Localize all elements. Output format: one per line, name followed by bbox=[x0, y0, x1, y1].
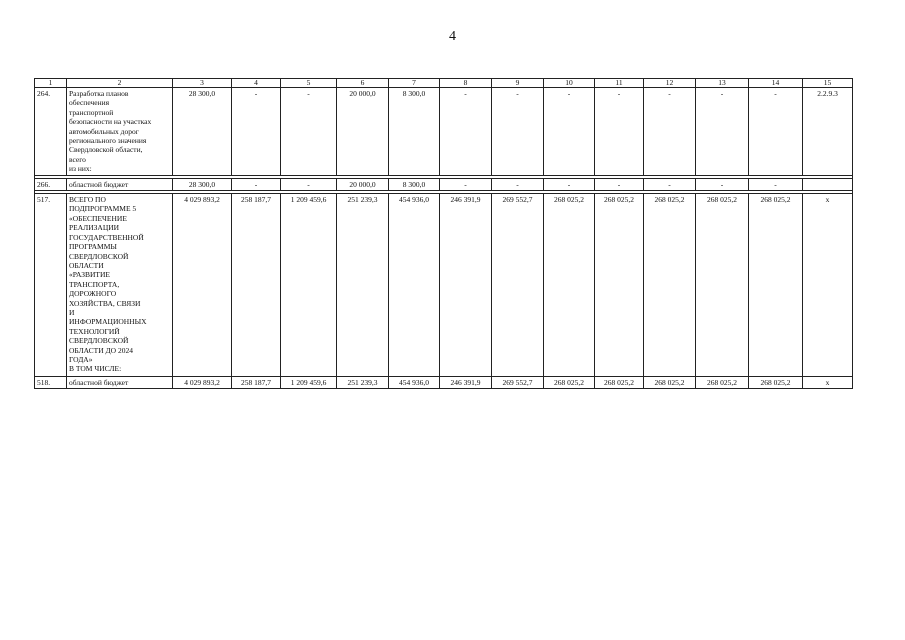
value-cell: - bbox=[696, 178, 749, 190]
reference-cell: х bbox=[803, 377, 853, 389]
value-cell: 251 239,3 bbox=[337, 194, 389, 377]
value-cell: 1 209 459,6 bbox=[281, 194, 337, 377]
row-name: областной бюджет bbox=[67, 178, 173, 190]
reference-cell bbox=[803, 178, 853, 190]
page-number: 4 bbox=[449, 29, 456, 44]
value-cell: - bbox=[696, 88, 749, 176]
value-cell: - bbox=[749, 178, 803, 190]
budget-table bbox=[34, 78, 853, 389]
value-cell: 268 025,2 bbox=[644, 194, 696, 377]
value-cell: - bbox=[281, 178, 337, 190]
value-cell: - bbox=[281, 88, 337, 176]
value-cell: - bbox=[440, 178, 492, 190]
row-name bbox=[67, 194, 173, 377]
value-cell: 20 000,0 bbox=[337, 88, 389, 176]
column-header: 3 bbox=[173, 79, 232, 88]
column-header: 5 bbox=[281, 79, 337, 88]
value-cell: - bbox=[492, 88, 544, 176]
row-number: 518. bbox=[35, 377, 67, 389]
value-cell: 258 187,7 bbox=[232, 194, 281, 377]
value-cell: 4 029 893,2 bbox=[173, 194, 232, 377]
column-header: 11 bbox=[595, 79, 644, 88]
column-header: 9 bbox=[492, 79, 544, 88]
reference-cell: х bbox=[803, 194, 853, 377]
column-header: 8 bbox=[440, 79, 492, 88]
value-cell: - bbox=[595, 88, 644, 176]
value-cell: 268 025,2 bbox=[595, 194, 644, 377]
value-cell: 1 209 459,6 bbox=[281, 377, 337, 389]
value-cell: 268 025,2 bbox=[544, 377, 595, 389]
value-cell: 28 300,0 bbox=[173, 178, 232, 190]
reference-cell: 2.2.9.3 bbox=[803, 88, 853, 176]
row-number: 264. bbox=[35, 88, 67, 176]
value-cell: 268 025,2 bbox=[696, 377, 749, 389]
value-cell: 268 025,2 bbox=[544, 194, 595, 377]
column-header: 1 bbox=[35, 79, 67, 88]
value-cell: - bbox=[492, 178, 544, 190]
row-name-text: ВСЕГО ПО ПОДПРОГРАММЕ 5 «ОБЕСПЕЧЕНИЕ РЕАЛИЗАЦИИ ГОСУДАРСТВЕННОЙ ПРОГРАММЫ СВЕРДЛОВСКОЙ ОБЛАСТИ «РАЗВИТИЕ ТРАНСПОРТА, ДОРОЖНОГО ХОЗЯЙСТВА, СВЯЗИ И ИНФОРМАЦИОННЫХ ТЕХНОЛОГИЙ СВЕРДЛОВСКОЙ ОБЛАСТИ ДО 2024 ГОДА» В ТОМ ЧИСЛЕ: bbox=[69, 195, 147, 374]
column-header: 12 bbox=[644, 79, 696, 88]
value-cell: 258 187,7 bbox=[232, 377, 281, 389]
value-cell: 28 300,0 bbox=[173, 88, 232, 176]
column-header: 13 bbox=[696, 79, 749, 88]
row-number: 517. bbox=[35, 194, 67, 377]
value-cell: - bbox=[232, 178, 281, 190]
value-cell: 20 000,0 bbox=[337, 178, 389, 190]
value-cell: 454 936,0 bbox=[389, 377, 440, 389]
value-cell: 246 391,9 bbox=[440, 377, 492, 389]
value-cell: - bbox=[644, 178, 696, 190]
table-row bbox=[35, 377, 853, 389]
row-number: 266. bbox=[35, 178, 67, 190]
table-row bbox=[35, 194, 853, 377]
value-cell: 269 552,7 bbox=[492, 194, 544, 377]
value-cell: 8 300,0 bbox=[389, 178, 440, 190]
header-row bbox=[35, 79, 853, 88]
value-cell: - bbox=[440, 88, 492, 176]
row-name: областной бюджет bbox=[67, 377, 173, 389]
value-cell: 251 239,3 bbox=[337, 377, 389, 389]
value-cell: 246 391,9 bbox=[440, 194, 492, 377]
column-header: 4 bbox=[232, 79, 281, 88]
value-cell: 268 025,2 bbox=[644, 377, 696, 389]
column-header: 7 bbox=[389, 79, 440, 88]
value-cell: - bbox=[644, 88, 696, 176]
table-row bbox=[35, 88, 853, 176]
value-cell: 454 936,0 bbox=[389, 194, 440, 377]
value-cell: - bbox=[595, 178, 644, 190]
value-cell: - bbox=[544, 178, 595, 190]
table-row bbox=[35, 178, 853, 190]
value-cell: 268 025,2 bbox=[749, 377, 803, 389]
value-cell: 269 552,7 bbox=[492, 377, 544, 389]
column-header: 10 bbox=[544, 79, 595, 88]
column-header: 15 bbox=[803, 79, 853, 88]
value-cell: 268 025,2 bbox=[595, 377, 644, 389]
value-cell: 268 025,2 bbox=[749, 194, 803, 377]
value-cell: 268 025,2 bbox=[696, 194, 749, 377]
value-cell: - bbox=[749, 88, 803, 176]
row-name-text: Разработка планов обеспечения транспортной безопасности на участках автомобильных дорог регионального значения Свердловской области, всего из них: bbox=[69, 89, 152, 174]
column-header: 14 bbox=[749, 79, 803, 88]
value-cell: 8 300,0 bbox=[389, 88, 440, 176]
row-name bbox=[67, 88, 173, 176]
value-cell: 4 029 893,2 bbox=[173, 377, 232, 389]
value-cell: - bbox=[544, 88, 595, 176]
value-cell: - bbox=[232, 88, 281, 176]
column-header: 2 bbox=[67, 79, 173, 88]
column-header: 6 bbox=[337, 79, 389, 88]
